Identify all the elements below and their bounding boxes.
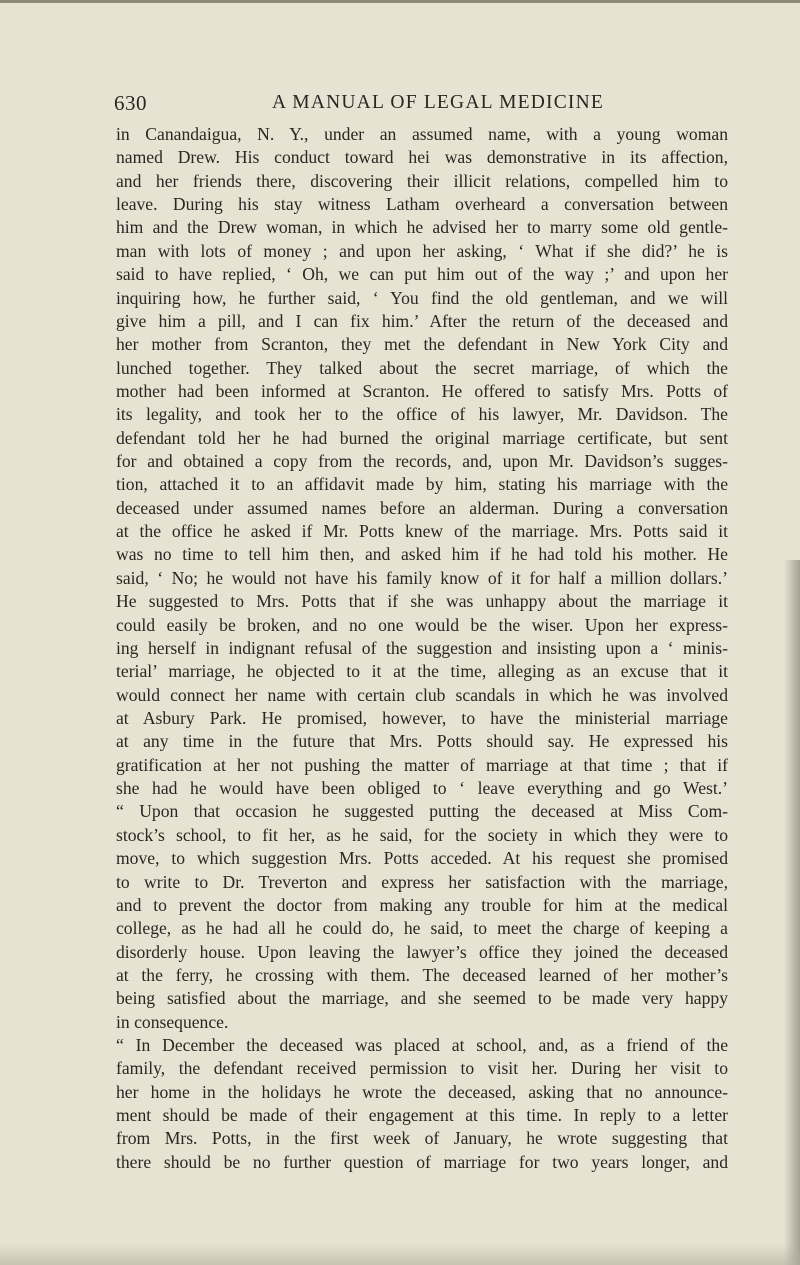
text-line: would connect her name with certain club scandals in which he was involved bbox=[116, 684, 728, 705]
text-line: lunched together. They talked about the secret marriage, of which the bbox=[116, 357, 728, 378]
text-line: her home in the holidays he wrote the deceased, asking that no announce- bbox=[116, 1081, 728, 1102]
text-line: her mother from Scranton, they met the defendant in New York City and bbox=[116, 334, 728, 355]
text-line: in consequence. bbox=[116, 1011, 229, 1032]
page-bottom-shadow bbox=[0, 1243, 800, 1265]
text-line: said to have replied, ‘ Oh, we can put him out of the way ;’ and upon her bbox=[116, 264, 728, 285]
page-header bbox=[114, 88, 734, 118]
body-text bbox=[116, 123, 728, 1174]
text-line: gratification at her not pushing the matter of marriage at that time ; that if bbox=[116, 754, 728, 775]
text-line: defendant told her he had burned the original marriage certificate, but sent bbox=[116, 427, 728, 448]
text-line: inquiring how, he further said, ‘ You find the old gentleman, and we will bbox=[116, 287, 728, 308]
text-line: him and the Drew woman, in which he advised her to marry some old gentle- bbox=[116, 217, 728, 238]
text-line: named Drew. His conduct toward hei was demonstrative in its affection, bbox=[116, 147, 728, 168]
text-line: she had he would have been obliged to ‘ leave everything and go West.’ bbox=[116, 778, 728, 799]
text-line: in Canandaigua, N. Y., under an assumed name, with a young woman bbox=[116, 124, 728, 144]
text-line: from Mrs. Potts, in the first week of January, he wrote suggesting that bbox=[116, 1128, 728, 1149]
text-line: ment should be made of their engagement at this time. In reply to a letter bbox=[116, 1105, 728, 1126]
text-line: was no time to tell him then, and asked him if he had told his mother. He bbox=[116, 544, 728, 565]
text-line: at Asbury Park. He promised, however, to have the ministerial marriage bbox=[116, 707, 728, 728]
text-line: at any time in the future that Mrs. Potts should say. He expressed his bbox=[116, 731, 728, 752]
page-number: 630 bbox=[114, 91, 147, 115]
text-line: stock’s school, to fit her, as he said, for the society in which they were to bbox=[116, 824, 728, 845]
text-line: mother had been informed at Scranton. He offered to satisfy Mrs. Potts of bbox=[116, 380, 728, 401]
text-line: there should be no further question of marriage for two years longer, and bbox=[116, 1151, 728, 1172]
text-line: being satisfied about the marriage, and she seemed to be made very happy bbox=[116, 988, 728, 1009]
text-line: ing herself in indignant refusal of the suggestion and insisting upon a ‘ minis- bbox=[116, 637, 728, 658]
text-line: terial’ marriage, he objected to it at the time, alleging as an excuse that it bbox=[116, 661, 728, 682]
text-line: at the office he asked if Mr. Potts knew of the marriage. Mrs. Potts said it bbox=[116, 521, 728, 542]
text-line: and to prevent the doctor from making any trouble for him at the medical bbox=[116, 894, 728, 915]
text-line: give him a pill, and I can fix him.’ After the return of the deceased and bbox=[116, 310, 728, 331]
text-line: deceased under assumed names before an alderman. During a conversation bbox=[116, 497, 728, 518]
text-line: man with lots of money ; and upon her asking, ‘ What if she did?’ he is bbox=[116, 240, 728, 261]
text-line: and her friends there, discovering their illicit relations, compelled him to bbox=[116, 170, 728, 191]
text-line: for and obtained a copy from the records, and, upon Mr. Davidson’s sugges- bbox=[116, 451, 728, 472]
text-line: “ Upon that occasion he suggested putting the deceased at Miss Com- bbox=[116, 801, 728, 822]
page-top-edge bbox=[0, 0, 800, 3]
text-line: to write to Dr. Treverton and express her satisfaction with the marriage, bbox=[116, 871, 728, 892]
text-line: leave. During his stay witness Latham overheard a conversation between bbox=[116, 194, 728, 215]
text-line: at the ferry, he crossing with them. The deceased learned of her mother’s bbox=[116, 964, 728, 985]
text-line: tion, attached it to an affidavit made by him, stating his marriage with the bbox=[116, 474, 728, 495]
text-line: its legality, and took her to the office of his lawyer, Mr. Davidson. The bbox=[116, 404, 728, 425]
page-right-shadow bbox=[784, 560, 800, 1265]
text-line: said, ‘ No; he would not have his family know of it for half a million dollars.’ bbox=[116, 567, 728, 588]
running-head: A MANUAL OF LEGAL MEDICINE bbox=[272, 92, 604, 113]
text-line: disorderly house. Upon leaving the lawyer’s office they joined the deceased bbox=[116, 941, 728, 962]
text-line: college, as he had all he could do, he said, to meet the charge of keeping a bbox=[116, 918, 728, 939]
text-line: move, to which suggestion Mrs. Potts acceded. At his request she promised bbox=[116, 848, 728, 869]
text-line: “ In December the deceased was placed at school, and, as a friend of the bbox=[116, 1035, 728, 1056]
text-line: family, the defendant received permission to visit her. During her visit to bbox=[116, 1058, 728, 1079]
text-line: could easily be broken, and no one would be the wiser. Upon her express- bbox=[116, 614, 728, 635]
text-line: He suggested to Mrs. Potts that if she was unhappy about the marriage it bbox=[116, 591, 728, 612]
